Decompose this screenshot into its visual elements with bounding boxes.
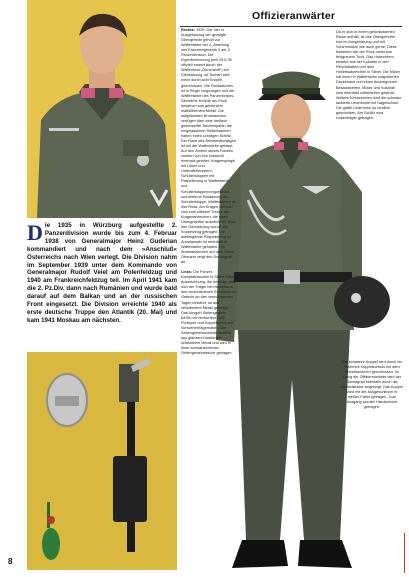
caption-text-right-top: Da er sich in einem geschlossenen Raum aufhält, ist das Obergefreiter hier im Ausgehanzug und mit Schirmmütze wie auch gerne. Diese bestehen wie der Rock meist aus feldgrauem Tuch. Das Hutemblem besteht aus der Kokarde in den Reichsfarben und dem Hoheitsabzeichen in Silber. Die Mütze hat einen in Waffenfarbe paspelierten Deckelrand und einen dunkelgrünen Besatzstreifen. Mütze und Kokarde sind ebenfalls silberfarben gestickt. Weitere Kennzeichen sind die schwarz lackierte Ledersohle mit Nagelschutz. Die glatte Lederhose ist rundlich geschnitten. Am Schlitz sind Hosenträger getragen.	[336, 30, 402, 120]
caption-lead: Rechts:	[181, 28, 195, 32]
margin-rule	[404, 533, 405, 573]
caption-column-right-top	[336, 30, 402, 255]
portrait-photo	[27, 0, 176, 218]
story-body: ie 1935 in Würzburg aufgestellte 2. Panzerdivision wurde bis zum 4. Februar 1938 von Generalmajor Heinz Guderian kommandiert und nach dem »Anschluß« Österreichs nach Wien verlegt. Die Division nahm im September 1939 unter dem Kommando von Generalmajor Rudolf Veiel am Polenfeldzug und 1940 am Frankreichfeldzug teil. Im April 1941 kam die 2. Pz.Div. dann nach Rumänien und wurde bald darauf auf dem Balkan und an der russischen Front eingesetzt. Die Division erreichte 1940 als erste deutsche Truppe den Atlantik (20. Mai) und kam 1941 Moskau am nächsten.	[27, 222, 177, 324]
story-text	[27, 222, 177, 348]
caption-column-right-bottom	[341, 360, 403, 500]
caption-lead-2: Links:	[181, 270, 193, 275]
portrait-illustration	[27, 0, 176, 218]
caption-text-right-bottom: Der schwarze Koppel wird durch ein silbernes Koppelschloss mit dem Hoheitszeichen geschlossen. Im Rang der Offizieranwärter wird der Dienstgrad ebenfalls durch die Achselstücke angezeigt. Das Koppel wird mit der Ausgehuniform in weißer Farbe getragen. Zum Ausgang wurden Handschuhe getragen.	[341, 360, 403, 410]
page-title: Offizieranwärter	[252, 10, 336, 22]
page-number: 8	[8, 557, 13, 566]
caption-text-2: Die Panzer-Kampfabzeichen in Silber. Diese Auszeichnung, die bezeugt, daß sich der Träger bei mindestens drei verschiedenen Einsätzen im Gefecht an drei verschiedenen Tagen bewährt, ist aus versilbertem Metall gefertigt. Das Ausgeh-Seitengewehr 84/98 mit verdorrtem Griff-Portepee und Koppelschuh am Schwerterträgerhaken. Die Seitengewehrscheide besteht aus glänzend lackiertem schwarzem Metall und wird in einer schwarzledernen Seitengewehrtasche getragen.	[181, 270, 236, 355]
caption-column-middle	[181, 28, 236, 543]
equipment-illustration	[27, 352, 177, 570]
caption-text: 1939. Der hier in Ausgehanzug der gezeigte Obergefreite gehört zur Waffenfarbe der 2. Abteilung des Panzerregiments 3 der 2. Panzerdivision. Die Eigenbenennung (seit 29.5.35 offiziell ersetzt durch der Waffenrock „Generaloff“) am Dienstanzug, ist Tuchart weit wenn durch acht Knöpfe geschlossen. Die Rocktaschen ist in Regel vorgezogen und die Waffenfarbe des Panzerkorpes. Sämtliche Knöpfe am Rock bestehen aus gekörntem mattsilbernem Metall. Die aufgesetzten Brusttaschen verfügen über eine dreifach geschweifte Taschenpatte; die eingelassenen Seitentaschen haben einen schrägen Schlitz. Der Rand des Ärmelaufschlages ist mit der Waffenfarbe gefasst. Auf den Ärmeln dieses Rockes wurden von ihm kunstvoll ehemals gefaltet. Kragenspiegel mit Litzen und Unteroffiziersstern, Schulterklappen mit Paspelierung in Waffenfarbe und Schulterklappenrangzeichen und silberne Einfassung der Schulterklappe. Waffenfarben ist hier Rosa. Am Kragen befindet sich eine silberne Tresse als Kragenabzeichen, die einen Obergefreiten auszeichnet. Über den Dienstanzug wurde das Koppelzeug getragen. Die aufsteigende Paspelierung im Ärmelansatz ist ebenfalls in Waffenfarbe gehalten. Ein Ärmelabzeichen auf dem linken Oberarm zeigt den Dienstgrad an.	[181, 28, 236, 265]
equipment-photo	[27, 352, 177, 570]
drop-cap: D	[27, 220, 43, 245]
title-divider	[180, 26, 402, 27]
